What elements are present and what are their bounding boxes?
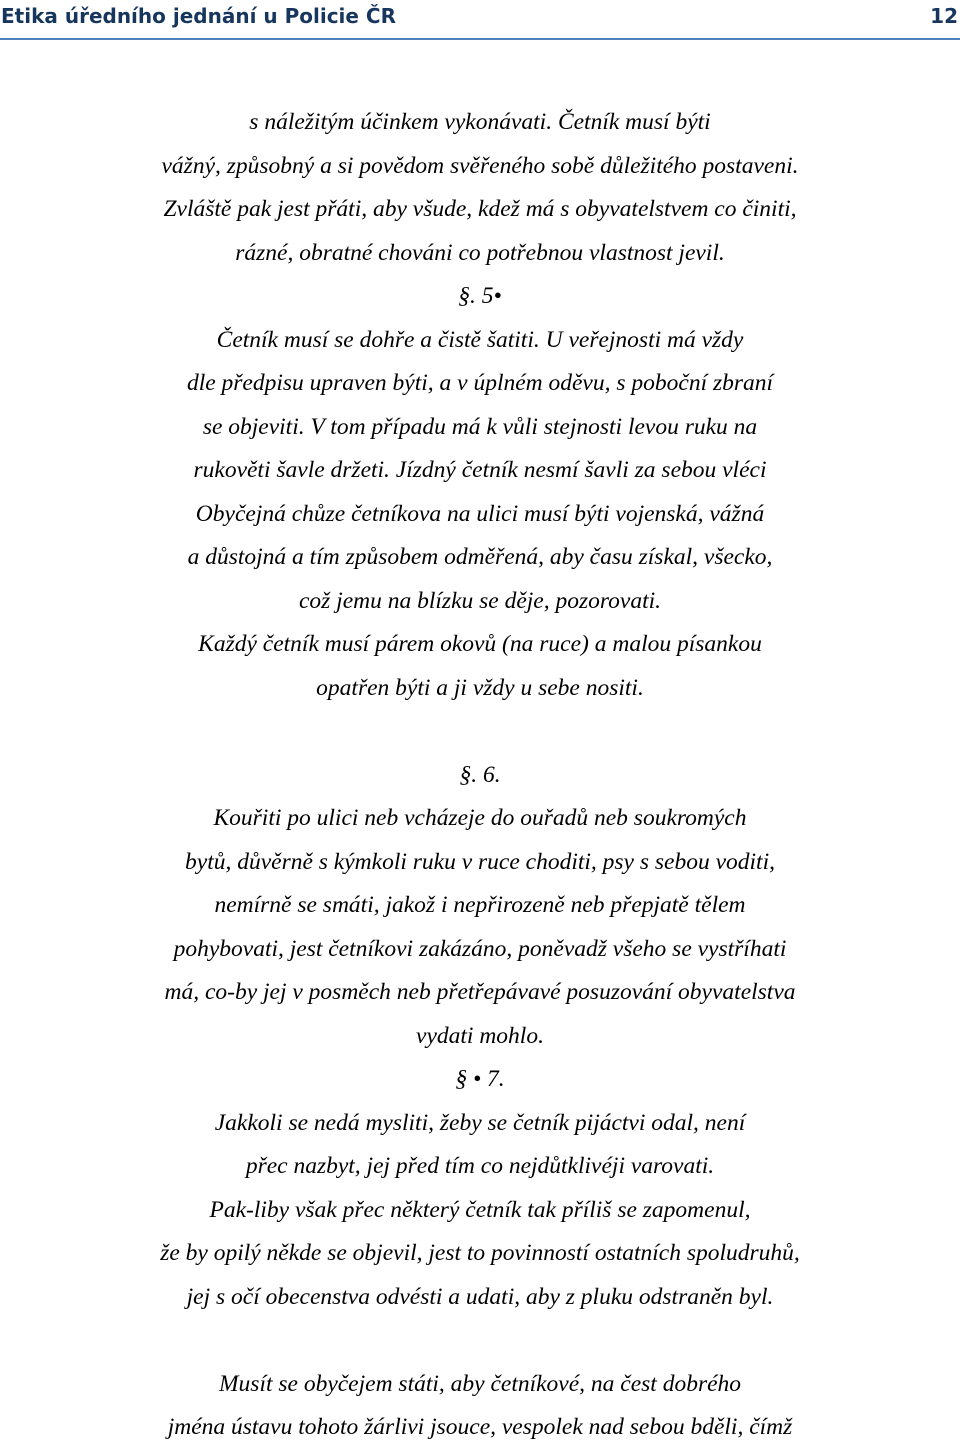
text-line: vážný, způsobný a si povědom svěřeného sobě důležitého postaveni.: [161, 152, 799, 179]
page-number: 12: [930, 4, 958, 28]
text-line: Obyčejná chůze četníkova na ulici musí býti vojenská, vážná: [195, 500, 765, 527]
text-line: Kouřiti po ulici neb vcházeje do ouřadů neb soukromých: [213, 805, 747, 831]
text-line: Pak-liby však přec některý četník tak příliš se zapomenul,: [209, 1196, 751, 1223]
text-line: rukověti šavle držeti. Jízdný četník nesmí šavli za sebou vléci: [193, 457, 767, 483]
text-line: opatřen býti a ji vždy u sebe nositi.: [316, 674, 644, 701]
text-line: vydati mohlo.: [416, 1022, 544, 1049]
text-line: Jakkoli se nedá mysliti, žeby se četník pijáctvi odal, není: [214, 1109, 746, 1136]
paragraph-gap: [0, 1319, 960, 1363]
text-line: Každý četník musí párem okovů (na ruce) a malou písankou: [198, 631, 762, 657]
text-line: rázné, obratné chováni co potřebnou vlastnost jevil.: [235, 239, 725, 266]
page-header: [0, 0, 960, 40]
text-line: jej s očí obecenstva odvésti a udati, aby z pluku odstraněn byl.: [186, 1283, 774, 1310]
text-line: a důstojná a tím způsobem odměřená, aby času získal, všecko,: [187, 544, 773, 570]
document-title: Etika úředního jednání u Policie ČR: [1, 4, 397, 28]
section-heading: § • 7.: [455, 1066, 505, 1092]
text-line: Zvláště pak jest přáti, aby všude, kdež má s obyvatelstvem co činiti,: [163, 196, 797, 222]
text-line: nemírně se smáti, jakož i nepřirozeně neb přepjatě tělem: [214, 892, 746, 918]
text-line: že by opilý někde se objevil, jest to povinností ostatních spoludruhů,: [160, 1240, 800, 1266]
text-line: pohybovati, jest četníkovi zakázáno, poněvadž všeho se vystříhati: [173, 935, 787, 962]
text-line: se objeviti. V tom případu má k vůli stejnosti levou ruku na: [202, 413, 758, 440]
text-line: přec nazbyt, jej před tím co nejdůtklivéji varovati.: [245, 1153, 715, 1179]
text-line: Musít se obyčejem státi, aby četníkové, na čest dobrého: [218, 1370, 742, 1397]
text-line: což jemu na blízku se děje, pozorovati.: [298, 587, 661, 614]
text-line: s náležitým účinkem vykonávati. Četník musí býti: [249, 109, 711, 135]
text-line: Četník musí se dohře a čistě šatiti. U veřejnosti má vždy: [216, 326, 744, 353]
text-line: má, co-by jej v posměch neb přetřepávavé posuzování obyvatelstva: [164, 979, 796, 1005]
section-heading: §. 6.: [459, 761, 501, 788]
paragraph-gap: [0, 710, 960, 754]
text-line: jména ústavu tohoto žárlivi jsouce, vespolek nad sebou bděli, čímž: [167, 1414, 793, 1440]
document-body: [0, 101, 960, 1450]
text-line: dle předpisu upraven býti, a v úplném oděvu, s poboční zbraní: [186, 370, 774, 396]
text-line: bytů, důvěrně s kýmkoli ruku v ruce choditi, psy s sebou voditi,: [185, 848, 775, 875]
section-heading: §. 5•: [458, 283, 502, 309]
